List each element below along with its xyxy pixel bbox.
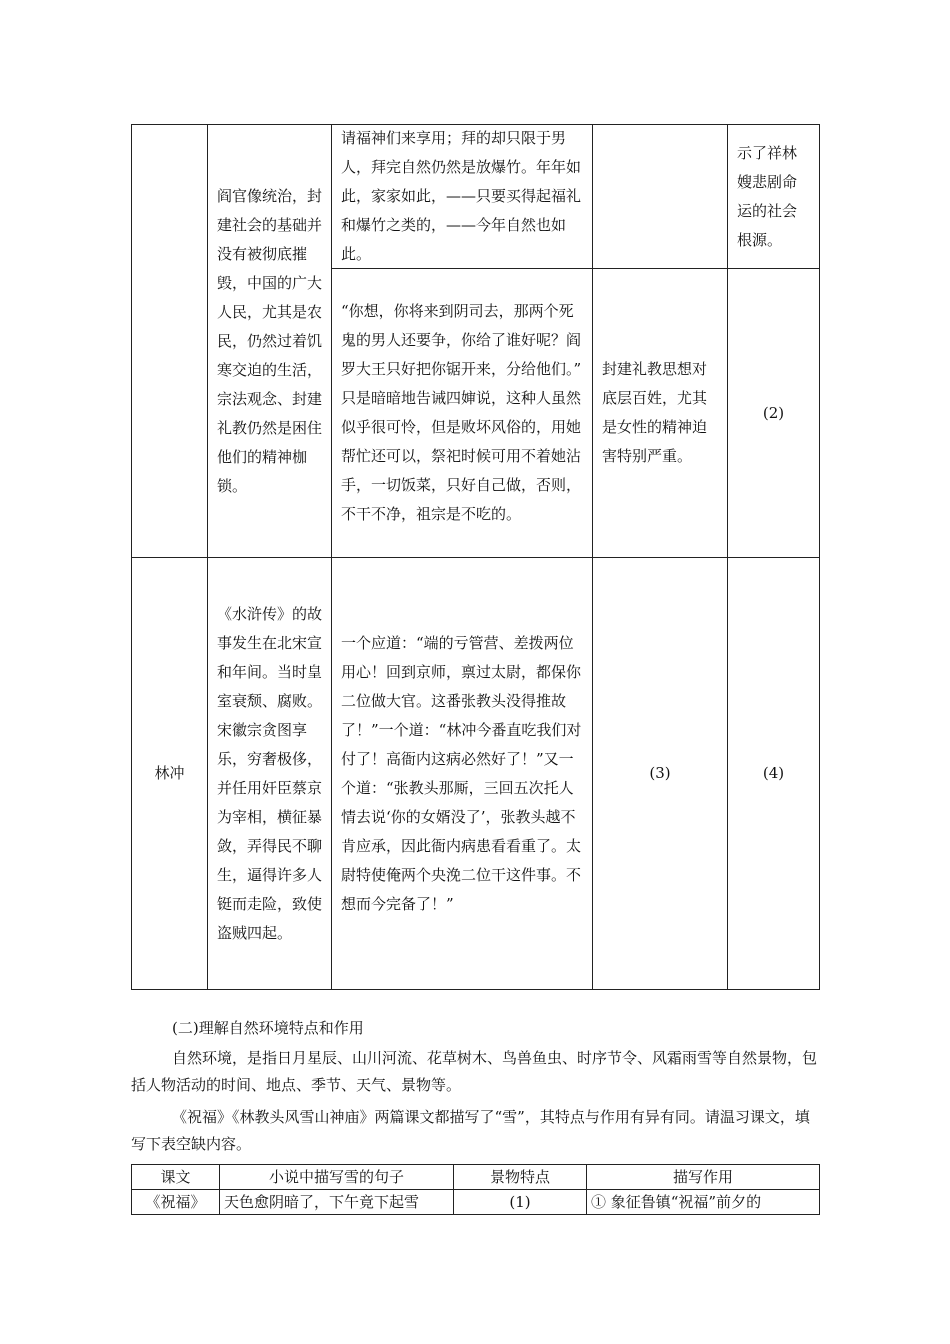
character-cell: 林冲	[132, 558, 208, 990]
analysis-cell: (3)	[593, 558, 728, 990]
table-cell: ① 象征鲁镇“祝福”前夕的	[587, 1190, 820, 1215]
table-row	[132, 558, 820, 990]
quote-cell	[332, 125, 593, 558]
header-cell: 课文	[132, 1165, 220, 1190]
table-row	[132, 125, 820, 558]
quote-b-part2: 只是暗暗地告诫四婶说，这种人虽然似乎很可怜，但是败坏风俗的，用她帮忙还可以，祭祀时候可用不着她沾手，一切饭菜，只好自己做，否则，不干不净，祖宗是不吃的。	[341, 389, 582, 523]
analysis-b: 封建礼教思想对底层百姓，尤其是女性的精神迫害特别严重。	[602, 360, 708, 465]
background-cell: 阎官像统治，封建社会的基础并没有被彻底摧毁，中国的广大人民，尤其是农民，仍然过着饥寒交迫的生活，宗法观念、封建礼教仍然是困住他们的精神枷锁。	[208, 125, 332, 558]
analysis-cell	[593, 125, 728, 558]
header-cell: 景物特点	[454, 1165, 587, 1190]
table-header-row	[132, 1165, 820, 1190]
snow-description-table	[131, 1164, 820, 1215]
header-cell: 描写作用	[587, 1165, 820, 1190]
table-row	[132, 1190, 820, 1215]
quote-cell: 一个应道：“端的亏管营、差拨两位用心！回到京师，禀过太尉，都保你二位做大官。这番张教头没得推故了！”一个道：“林冲今番直吃我们对付了！高衙内这病必然好了！”又一个道：“张教头那厮，三回五次托人情去说‘你的女婿没了’，张教头越不肯应承，因此衙内病患看看重了。太尉特使俺两个央浼二位干这件事。不想而今完备了！”	[332, 558, 593, 990]
quote-b	[332, 269, 592, 557]
analysis-a	[593, 125, 727, 269]
quote-a: 请福神们来享用；拜的却只限于男人，拜完自然仍然是放爆竹。年年如此，家家如此，——只要买得起福礼和爆竹之类的，——今年自然也如此。	[332, 125, 592, 269]
table-cell: 《祝福》	[132, 1190, 220, 1215]
background-cell: 《水浒传》的故事发生在北宋宣和年间。当时皇室衰颓、腐败。宋徽宗贪图享乐，穷奢极侈，并任用奸臣蔡京为宰相，横征暴敛，弄得民不聊生，逼得许多人铤而走险，致使盗贼四起。	[208, 558, 332, 990]
paragraph-2: 《祝福》《林教头风雪山神庙》两篇课文都描写了“雪”，其特点与作用有异有同。请温习课文，填写下表空缺内容。	[131, 1108, 810, 1153]
header-cell: 小说中描写雪的句子	[220, 1165, 454, 1190]
effect-a: 示了祥林嫂悲剧命运的社会根源。	[728, 125, 819, 269]
effect-cell	[728, 125, 820, 558]
table-cell: (1)	[454, 1190, 587, 1215]
table-cell: 天色愈阴暗了，下午竟下起雪	[220, 1190, 454, 1215]
context-analysis-table	[131, 124, 820, 990]
character-cell	[132, 125, 208, 558]
effect-b: (2)	[762, 403, 785, 422]
effect-cell: (4)	[728, 558, 820, 990]
paragraph-1: 自然环境，是指日月星辰、山川河流、花草树木、鸟兽鱼虫、时序节令、风霜雨雪等自然景物，包括人物活动的时间、地点、季节、天气、景物等。	[131, 1049, 818, 1094]
quote-b-part1: “你想，你将来到阴司去，那两个死鬼的男人还要争，你给了谁好呢？阎罗大王只好把你锯开来，分给他们。”	[341, 302, 582, 378]
section-heading: (二)理解自然环境特点和作用	[172, 1019, 364, 1037]
